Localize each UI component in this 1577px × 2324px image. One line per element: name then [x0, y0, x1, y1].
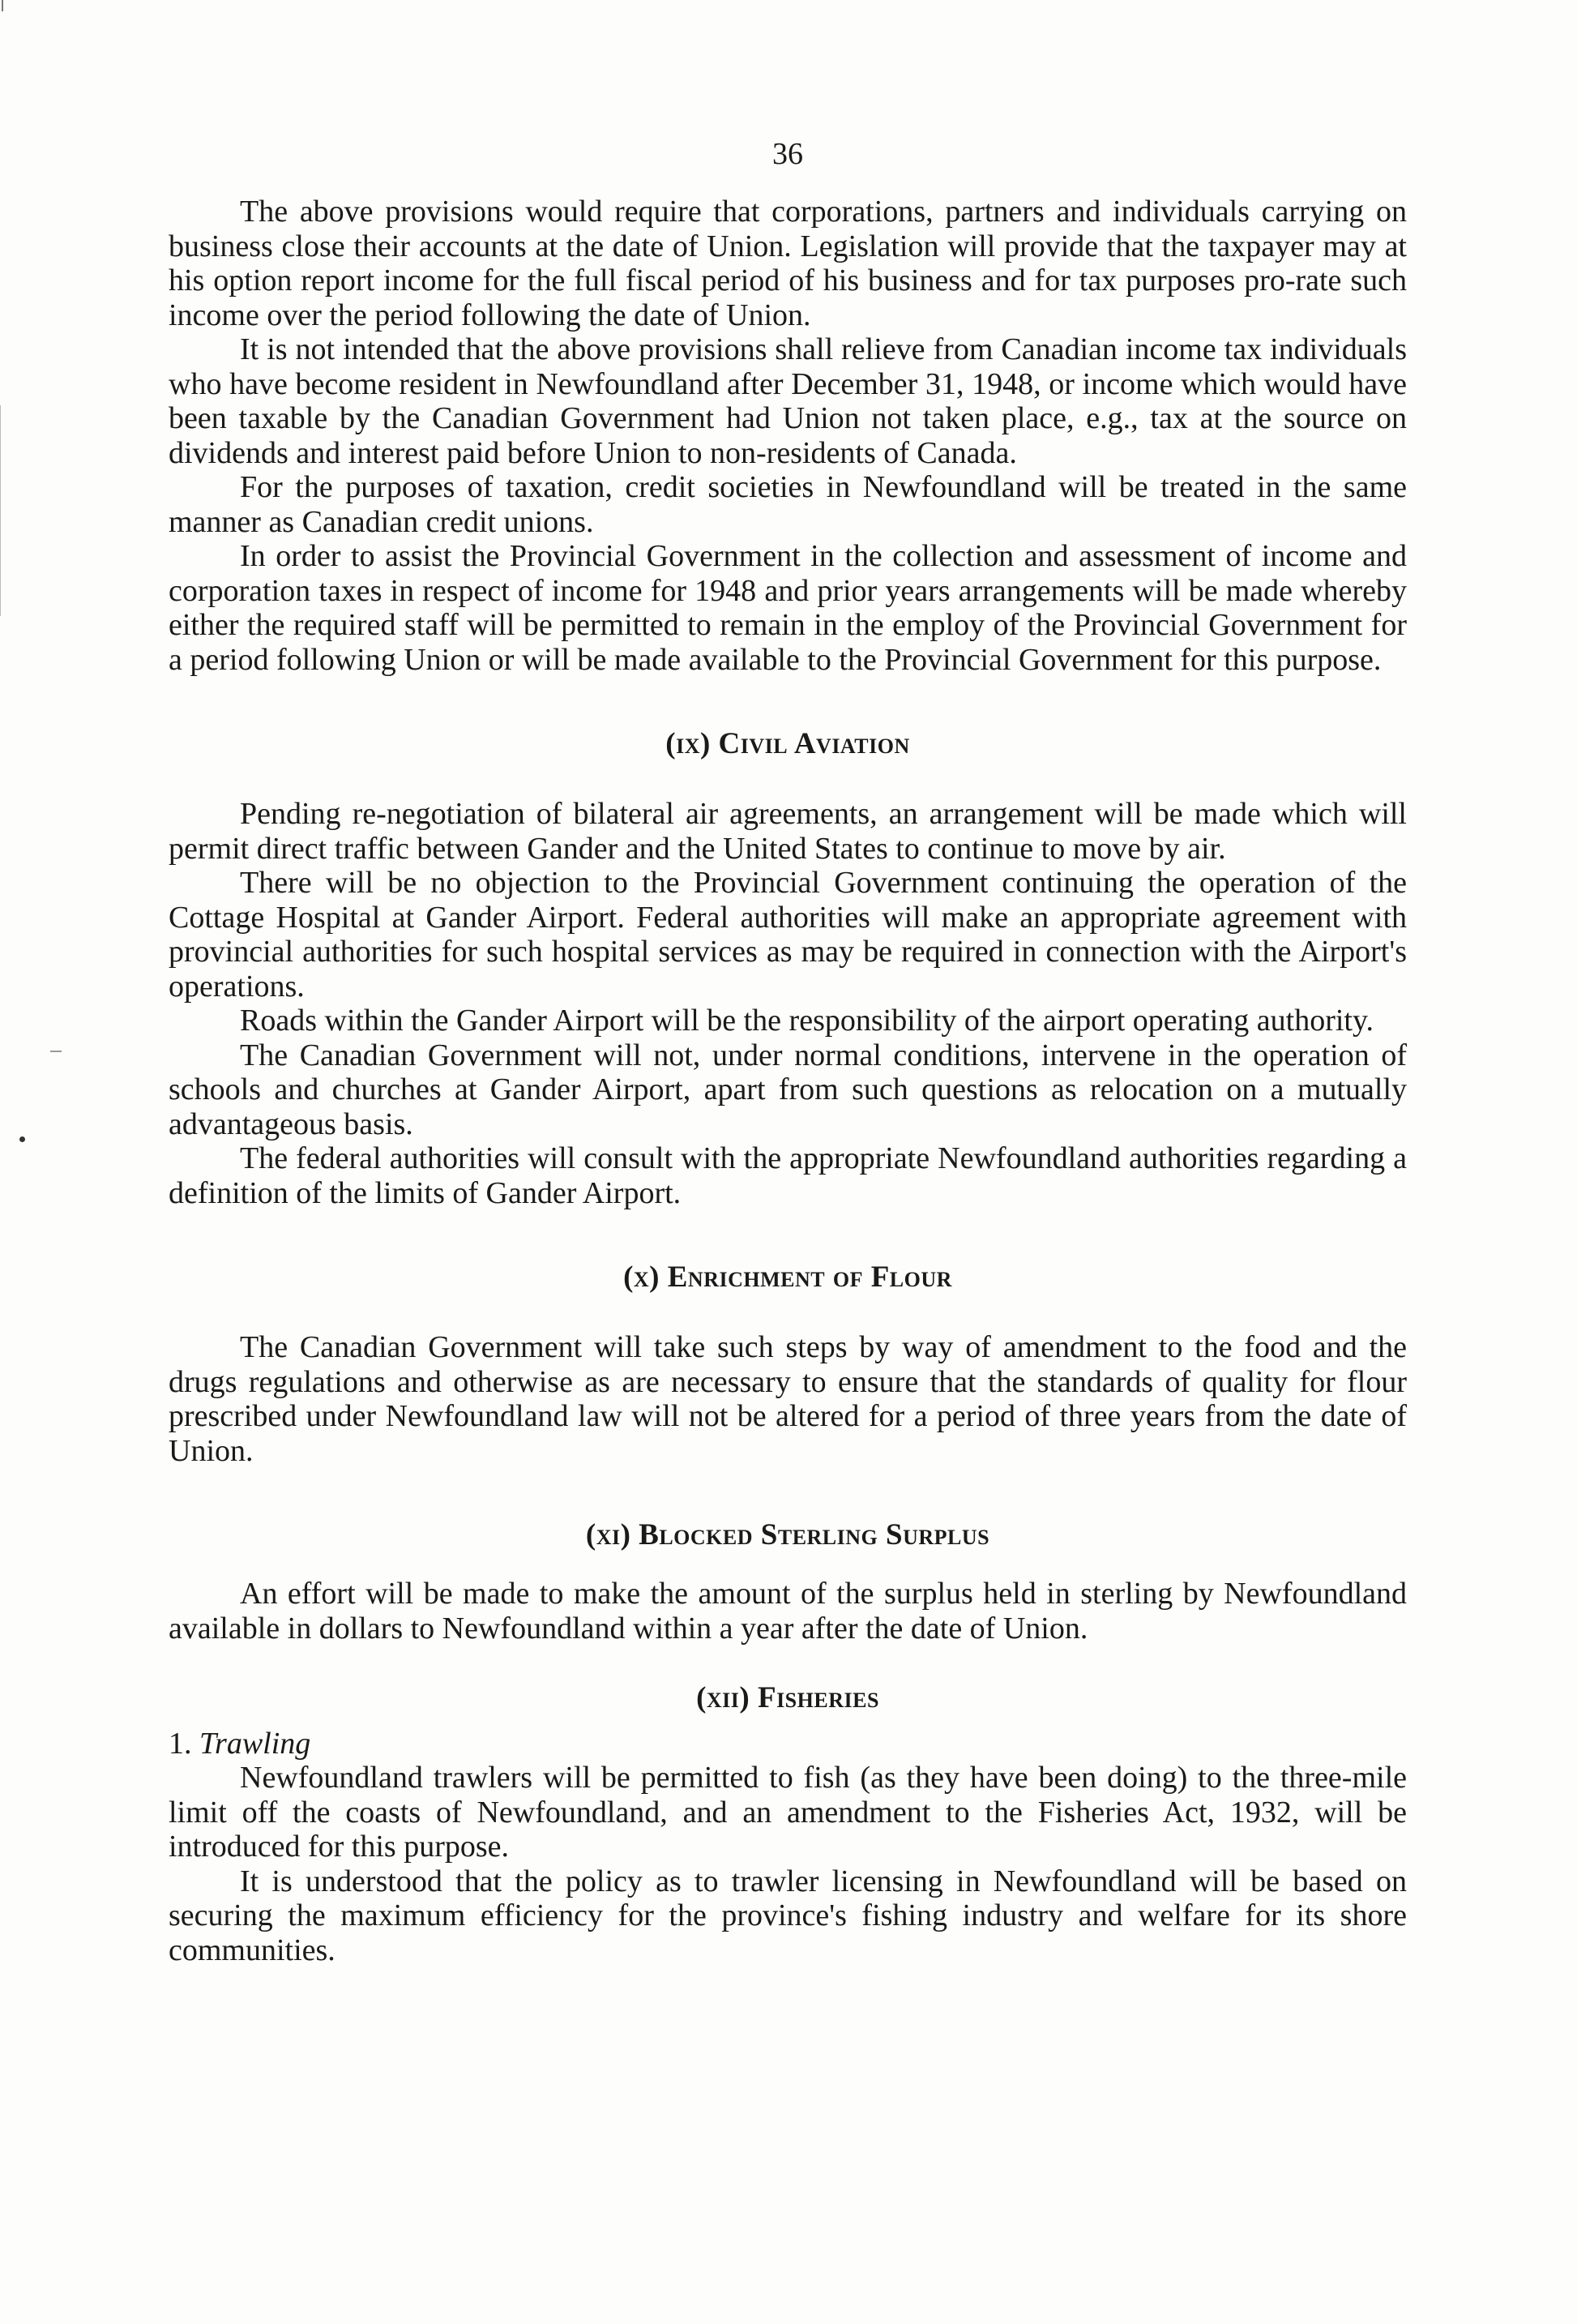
paragraph-tax-collection-staff: In order to assist the Provincial Government in the collection and assessment of income and corporation taxes in respect of income for 1948 and prior years arrangements will be made whereby either the required staff will be permitted to remain in the employ of the Provincial Government for a period following Union or will be made available to the Provincial Government for this purpose.	[169, 539, 1407, 677]
paragraph-trawler-limits: Newfoundland trawlers will be permitted to fish (as they have been doing) to the three-mile limit off the coasts of Newfoundland, and an amendment to the Fisheries Act, 1932, will be introduced for this purpose.	[169, 1761, 1407, 1864]
paragraph-cottage-hospital: There will be no objection to the Provincial Government continuing the operation of the Cottage Hospital at Gander Airport. Federal authorities will make an appropriate agreement with provincial authorities for such hospital services as may be required in connection with the Airport's operations.	[169, 866, 1407, 1004]
subsection-title: Trawling	[199, 1727, 311, 1761]
section-heading-blocked-sterling-surplus: (xi) Blocked Sterling Surplus	[585, 1518, 990, 1551]
paragraph-accounts-at-union: The above provisions would require that corporations, partners and individuals carrying on business close their accounts at the date of Union. Legislation will provide that the taxpayer may at his option report income for the full fiscal period of his business and for tax purposes pro-rate such income over the period following the date of Union.	[169, 195, 1407, 332]
scan-speck	[19, 1136, 25, 1142]
subsection-number: 1.	[169, 1727, 192, 1761]
scan-edge-mark	[50, 1051, 62, 1052]
subsection-heading-trawling	[169, 1727, 1407, 1761]
page-number: 36	[772, 137, 803, 171]
paragraph-air-agreements: Pending re-negotiation of bilateral air agreements, an arrangement will be made which will permit direct traffic between Gander and the United States to continue to move by air.	[169, 797, 1407, 866]
section-civil-aviation	[169, 727, 1407, 1210]
section-enrichment-of-flour	[169, 1260, 1407, 1468]
paragraph-flour-standards: The Canadian Government will take such steps by way of amendment to the food and the drugs regulations and otherwise as are necessary to ensure that the standards of quality for flour prescribed under Newfoundland law will not be altered for a period of three years from the date of Union.	[169, 1330, 1407, 1468]
section-fisheries	[169, 1681, 1407, 1967]
scan-edge-mark	[0, 405, 1, 616]
paragraph-sterling-surplus: An effort will be made to make the amount of the surplus held in sterling by Newfoundland available in dollars to Newfoundland within a year after the date of Union.	[169, 1577, 1407, 1646]
paragraph-credit-societies: For the purposes of taxation, credit societies in Newfoundland will be treated in the same manner as Canadian credit unions.	[169, 470, 1407, 539]
section-heading-fisheries: (xii) Fisheries	[696, 1681, 879, 1714]
section-blocked-sterling-surplus	[169, 1518, 1407, 1646]
section-heading-enrichment-of-flour: (x) Enrichment of Flour	[623, 1260, 952, 1294]
page-content	[169, 130, 1407, 1967]
paragraph-trawler-licensing: It is understood that the policy as to trawler licensing in Newfoundland will be based on securing the maximum efficiency for the province's fishing industry and welfare for its shore communities.	[169, 1864, 1407, 1967]
paragraph-schools-churches: The Canadian Government will not, under normal conditions, intervene in the operation of schools and churches at Gander Airport, apart from such questions as relocation on a mutually advantageous basis.	[169, 1038, 1407, 1141]
scan-edge-mark	[2, 0, 3, 11]
paragraph-tax-relief-exclusions: It is not intended that the above provisions shall relieve from Canadian income tax individuals who have become resident in Newfoundland after December 31, 1948, or income which would have been taxable by the Canadian Government had Union not taken place, e.g., tax at the source on dividends and interest paid before Union to non-residents of Canada.	[169, 332, 1407, 470]
section-heading-civil-aviation: (ix) Civil Aviation	[665, 727, 910, 760]
paragraph-airport-limits: The federal authorities will consult with the appropriate Newfoundland authorities regarding a definition of the limits of Gander Airport.	[169, 1141, 1407, 1210]
paragraph-airport-roads: Roads within the Gander Airport will be the responsibility of the airport operating authority.	[240, 1004, 1374, 1038]
